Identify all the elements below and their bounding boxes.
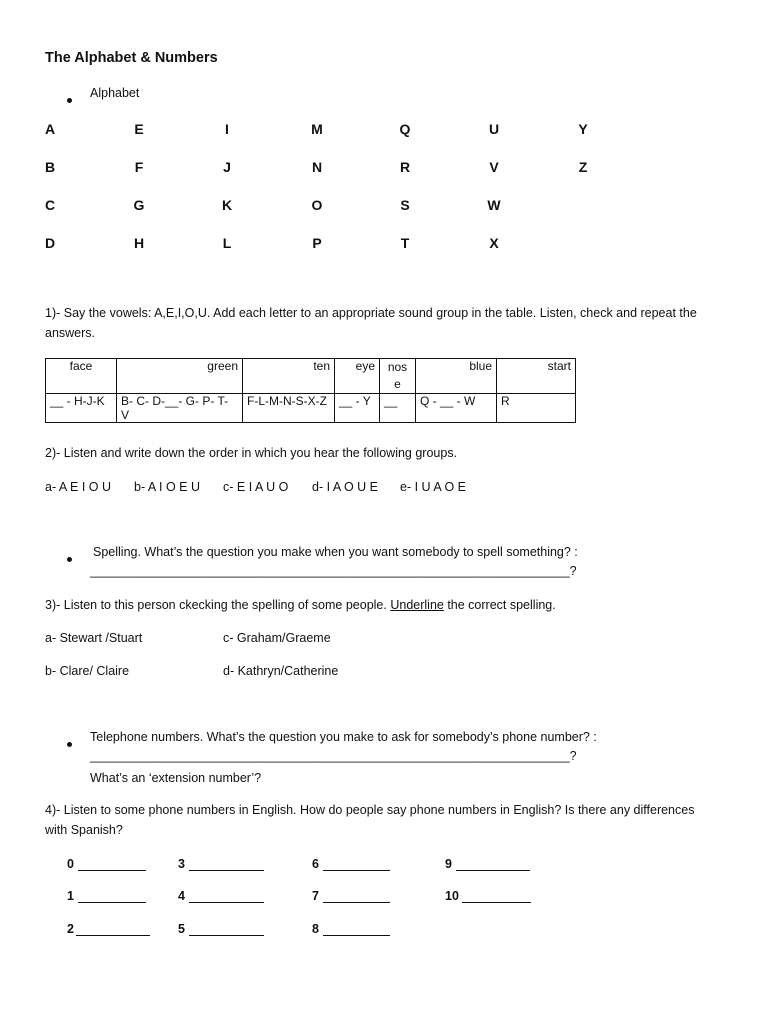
alphabet-letter: G <box>133 197 145 213</box>
number-label-7: 7 <box>312 889 319 903</box>
table-header-eye: eye <box>335 359 380 394</box>
table-answer-start: R <box>497 394 576 423</box>
number-label-5: 5 <box>178 922 185 936</box>
page-title: The Alphabet & Numbers <box>45 50 218 66</box>
alphabet-letter: D <box>44 235 56 251</box>
alphabet-letter: Q <box>399 121 411 137</box>
number-label-0: 0 <box>67 857 74 871</box>
table-header-nose-part2: e <box>394 377 401 391</box>
number-blank-7[interactable] <box>323 890 390 903</box>
number-blank-1[interactable] <box>78 890 146 903</box>
alphabet-letter: P <box>312 235 322 251</box>
q3-option-a: a- Stewart /Stuart <box>45 631 143 645</box>
alphabet-letter: V <box>489 159 499 175</box>
q2-text: 2)- Listen and write down the order in which you hear the following groups. <box>45 446 458 460</box>
table-header-ten: ten <box>243 359 335 394</box>
number-blank-3[interactable] <box>189 858 264 871</box>
number-blank-8[interactable] <box>323 923 390 936</box>
number-label-4: 4 <box>178 889 185 903</box>
table-header-nose <box>380 359 416 394</box>
table-answer-eye: __ - Y <box>335 394 380 423</box>
q3-option-c: c- Graham/Graeme <box>223 631 331 645</box>
q3-text-underlined: Underline <box>390 598 444 612</box>
alphabet-letter: X <box>489 235 499 251</box>
alphabet-letter: S <box>400 197 410 213</box>
number-label-6: 6 <box>312 857 319 871</box>
table-answer-blue: Q - __ - W <box>416 394 497 423</box>
q1-text-line1: 1)- Say the vowels: A,E,I,O,U. Add each letter to an appropriate sound group in the table. Listen, check and repeat the <box>45 306 697 320</box>
table-header-green: green <box>117 359 243 394</box>
table-header-start: start <box>497 359 576 394</box>
alphabet-letter: L <box>222 235 232 251</box>
bullet <box>67 551 72 565</box>
q4-text-line2: with Spanish? <box>45 823 123 837</box>
alphabet-letter: T <box>400 235 410 251</box>
number-blank-5[interactable] <box>189 923 264 936</box>
telephone-answer-line: _____________________________________________________________________? <box>90 749 577 763</box>
q2-group-d: d- I A O U E <box>312 480 378 494</box>
alphabet-letter: B <box>44 159 56 175</box>
alphabet-letter: O <box>311 197 323 213</box>
table-answer-green: B- C- D-__- G- P- T- V <box>117 394 243 423</box>
alphabet-letter: E <box>134 121 144 137</box>
sound-groups-table <box>45 358 576 423</box>
alphabet-letter: Z <box>578 159 588 175</box>
number-label-3: 3 <box>178 857 185 871</box>
alphabet-heading: Alphabet <box>90 86 140 100</box>
number-blank-4[interactable] <box>189 890 264 903</box>
spelling-question: Spelling. What’s the question you make when you want somebody to spell something? : <box>93 545 578 559</box>
number-blank-6[interactable] <box>323 858 390 871</box>
alphabet-letter: R <box>399 159 411 175</box>
alphabet-letter: A <box>44 121 56 137</box>
number-blank-10[interactable] <box>462 890 531 903</box>
alphabet-letter: C <box>44 197 56 213</box>
q3-text-after: the correct spelling. <box>443 598 556 612</box>
alphabet-letter: W <box>487 197 501 213</box>
alphabet-letter: Y <box>578 121 588 137</box>
alphabet-letter: F <box>134 159 144 175</box>
table-answer-ten: F-L-M-N-S-X-Z <box>243 394 335 423</box>
number-label-10: 10 <box>445 889 459 903</box>
alphabet-letter: J <box>223 159 231 175</box>
number-label-2: 2 <box>67 922 74 936</box>
alphabet-letter: H <box>133 235 145 251</box>
number-blank-2[interactable] <box>76 923 150 936</box>
table-header-face: face <box>46 359 117 394</box>
table-header-row <box>46 359 576 394</box>
alphabet-letter: I <box>225 121 229 137</box>
table-header-nose-part1: nos <box>387 360 408 374</box>
table-answer-face: __ - H-J-K <box>46 394 117 423</box>
bullet <box>67 92 72 106</box>
alphabet-letter: U <box>488 121 500 137</box>
q2-group-c: c- E I A U O <box>223 480 289 494</box>
table-answer-nose: __ <box>380 394 416 423</box>
q3-text <box>45 598 556 612</box>
q1-text-line2: answers. <box>45 326 96 340</box>
alphabet-letter: M <box>311 121 323 137</box>
number-blank-9[interactable] <box>456 858 530 871</box>
number-label-8: 8 <box>312 922 319 936</box>
table-header-blue: blue <box>416 359 497 394</box>
number-label-9: 9 <box>445 857 452 871</box>
q3-option-d: d- Kathryn/Catherine <box>223 664 339 678</box>
table-answer-row <box>46 394 576 423</box>
q3-option-b: b- Clare/ Claire <box>45 664 130 678</box>
extension-question: What’s an ‘extension number’? <box>90 771 262 785</box>
number-blank-0[interactable] <box>78 858 146 871</box>
spelling-answer-line: _____________________________________________________________________? <box>90 564 577 578</box>
q3-text-before: 3)- Listen to this person ckecking the spelling of some people. <box>45 598 391 612</box>
alphabet-letter: K <box>221 197 233 213</box>
q2-group-e: e- I U A O E <box>400 480 466 494</box>
telephone-question: Telephone numbers. What’s the question you make to ask for somebody’s phone number? : <box>90 730 597 744</box>
number-label-1: 1 <box>67 889 74 903</box>
q2-group-a: a- A E I O U <box>45 480 111 494</box>
q4-text-line1: 4)- Listen to some phone numbers in English. How do people say phone numbers in English? Is there any differences <box>45 803 695 817</box>
alphabet-letter: N <box>311 159 323 175</box>
q2-group-b: b- A I O E U <box>134 480 200 494</box>
bullet <box>67 736 72 750</box>
